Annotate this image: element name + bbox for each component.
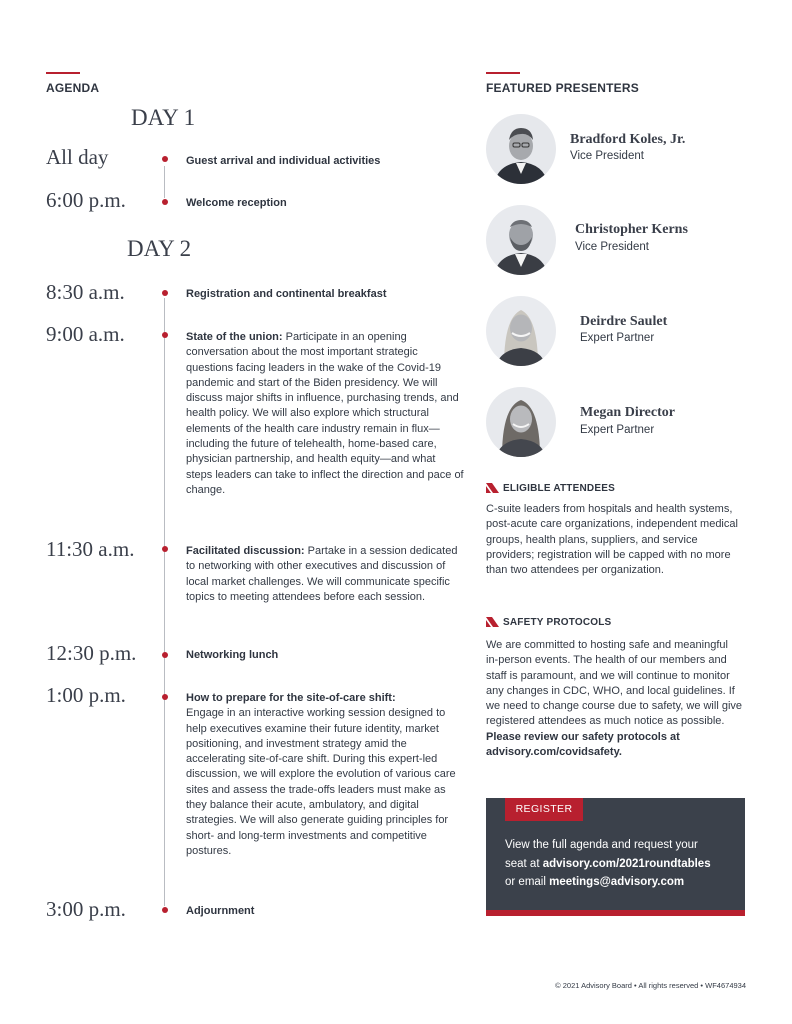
eligible-body: C-suite leaders from hospitals and health systems, post-acute care organizations, independent medical groups, health plans, suppliers, and service providers; registration will be capped with no more than two attendees per organization. [486, 503, 738, 577]
footer-copyright: © 2021 Advisory Board • All rights reserved • WF4674934 [555, 981, 746, 990]
timeline-dot [162, 156, 168, 162]
timeline-dot [162, 332, 168, 338]
presenter-name: Bradford Koles, Jr. [570, 132, 686, 147]
register-line-3-prefix: or email [505, 876, 550, 888]
timeline-dot [162, 546, 168, 552]
register-link[interactable]: advisory.com/2021roundtables [542, 857, 711, 870]
avatar [486, 114, 556, 184]
timeline-dot [162, 652, 168, 658]
agenda-time: 6:00 p.m. [46, 188, 126, 212]
day-1-label: DAY 1 [131, 105, 196, 130]
timeline-line [164, 298, 165, 906]
agenda-item-title: State of the union: [186, 331, 283, 343]
timeline-dot [162, 199, 168, 205]
agenda-item-body: Partake in a session dedicated to networking with other executives and discussion of local market challenges. We will communicate specific topics to meeting attendees before each session. [186, 545, 458, 603]
agenda-item-title: Guest arrival and individual activities [186, 155, 381, 167]
agenda-item-description [186, 544, 464, 605]
agenda-item-title: Welcome reception [186, 197, 287, 209]
register-text [505, 836, 737, 892]
register-line-2-prefix: seat at [505, 857, 543, 870]
agenda-heading: AGENDA [46, 81, 100, 95]
agenda-item-body: Participate in an opening conversation about the most important strategic questions facing leaders in the wake of the Covid-19 pandemic and start of the Biden presidency. We will discuss major shifts in influence, purchasing trends, and health policy. We will also explore which structural elements of the health care industry remain in flux—including the future of telehealth, home-based care, physician partnership, and health equity—and what steps leaders can take to inflect the direction and pace of change. [186, 331, 464, 496]
avatar [486, 296, 556, 366]
agenda-time: 11:30 a.m. [46, 537, 135, 561]
timeline-dot [162, 694, 168, 700]
register-panel [486, 798, 745, 916]
agenda-time: All day [46, 145, 109, 169]
agenda-item-description [186, 330, 464, 498]
presenter-role: Expert Partner [580, 424, 655, 436]
red-slash-icon [486, 483, 499, 493]
presenter-role: Vice President [570, 150, 644, 162]
presenter-name: Deirdre Saulet [580, 314, 668, 329]
avatar [486, 387, 556, 457]
register-email-link[interactable]: meetings@advisory.com [549, 876, 685, 888]
timeline-dot [162, 907, 168, 913]
agenda-item-body: Engage in an interactive working session designed to help executives examine their future identity, market positioning, and investment strategy amid the accelerating site-of-care shift. During this expert-led discussion, we will explore the evolution of various care sites and assess the trade-offs leaders must make as they balance their acute, ambulatory, and digital strategies. We will also generate guiding principles for short- and long-term investments and competitive postures. [186, 707, 456, 857]
agenda-rule [46, 72, 80, 74]
presenter-role: Expert Partner [580, 332, 655, 344]
agenda-time: 9:00 a.m. [46, 322, 125, 346]
agenda-item-title: Facilitated discussion: [186, 545, 305, 557]
agenda-item-title: How to prepare for the site-of-care shift: [186, 692, 396, 704]
red-slash-icon [486, 617, 499, 627]
eligible-heading: ELIGIBLE ATTENDEES [503, 483, 615, 494]
register-line-1: View the full agenda and request your [505, 839, 698, 851]
safety-link[interactable]: Please review our safety protocols at advisory.com/covidsafety. [486, 730, 680, 759]
presenter-name: Megan Director [580, 405, 675, 420]
agenda-time: 1:00 p.m. [46, 683, 126, 707]
safety-text: We are committed to hosting safe and meaningful in-person events. The health of our members and staff is paramount, and we will continue to monitor any changes in CDC, WHO, and local guidelines. If we need to change course due to safety, we will give registered attendees as much notice as possible. [486, 639, 743, 728]
presenter-role: Vice President [575, 241, 649, 253]
presenter-name: Christopher Kerns [575, 222, 688, 237]
agenda-item-title: Registration and continental breakfast [186, 288, 387, 300]
register-button[interactable]: REGISTER [505, 798, 583, 821]
safety-heading: SAFETY PROTOCOLS [503, 617, 612, 628]
timeline-dot [162, 290, 168, 296]
agenda-item-title: Adjournment [186, 905, 255, 917]
agenda-time: 3:00 p.m. [46, 897, 126, 921]
presenters-rule [486, 72, 520, 74]
presenters-heading: FEATURED PRESENTERS [486, 81, 639, 95]
agenda-time: 12:30 p.m. [46, 641, 137, 665]
agenda-time: 8:30 a.m. [46, 280, 125, 304]
avatar [486, 205, 556, 275]
safety-body [486, 638, 742, 760]
agenda-item-title: Networking lunch [186, 649, 279, 661]
day-2-label: DAY 2 [127, 236, 192, 261]
timeline-line [164, 166, 165, 198]
agenda-item-description [186, 691, 464, 859]
